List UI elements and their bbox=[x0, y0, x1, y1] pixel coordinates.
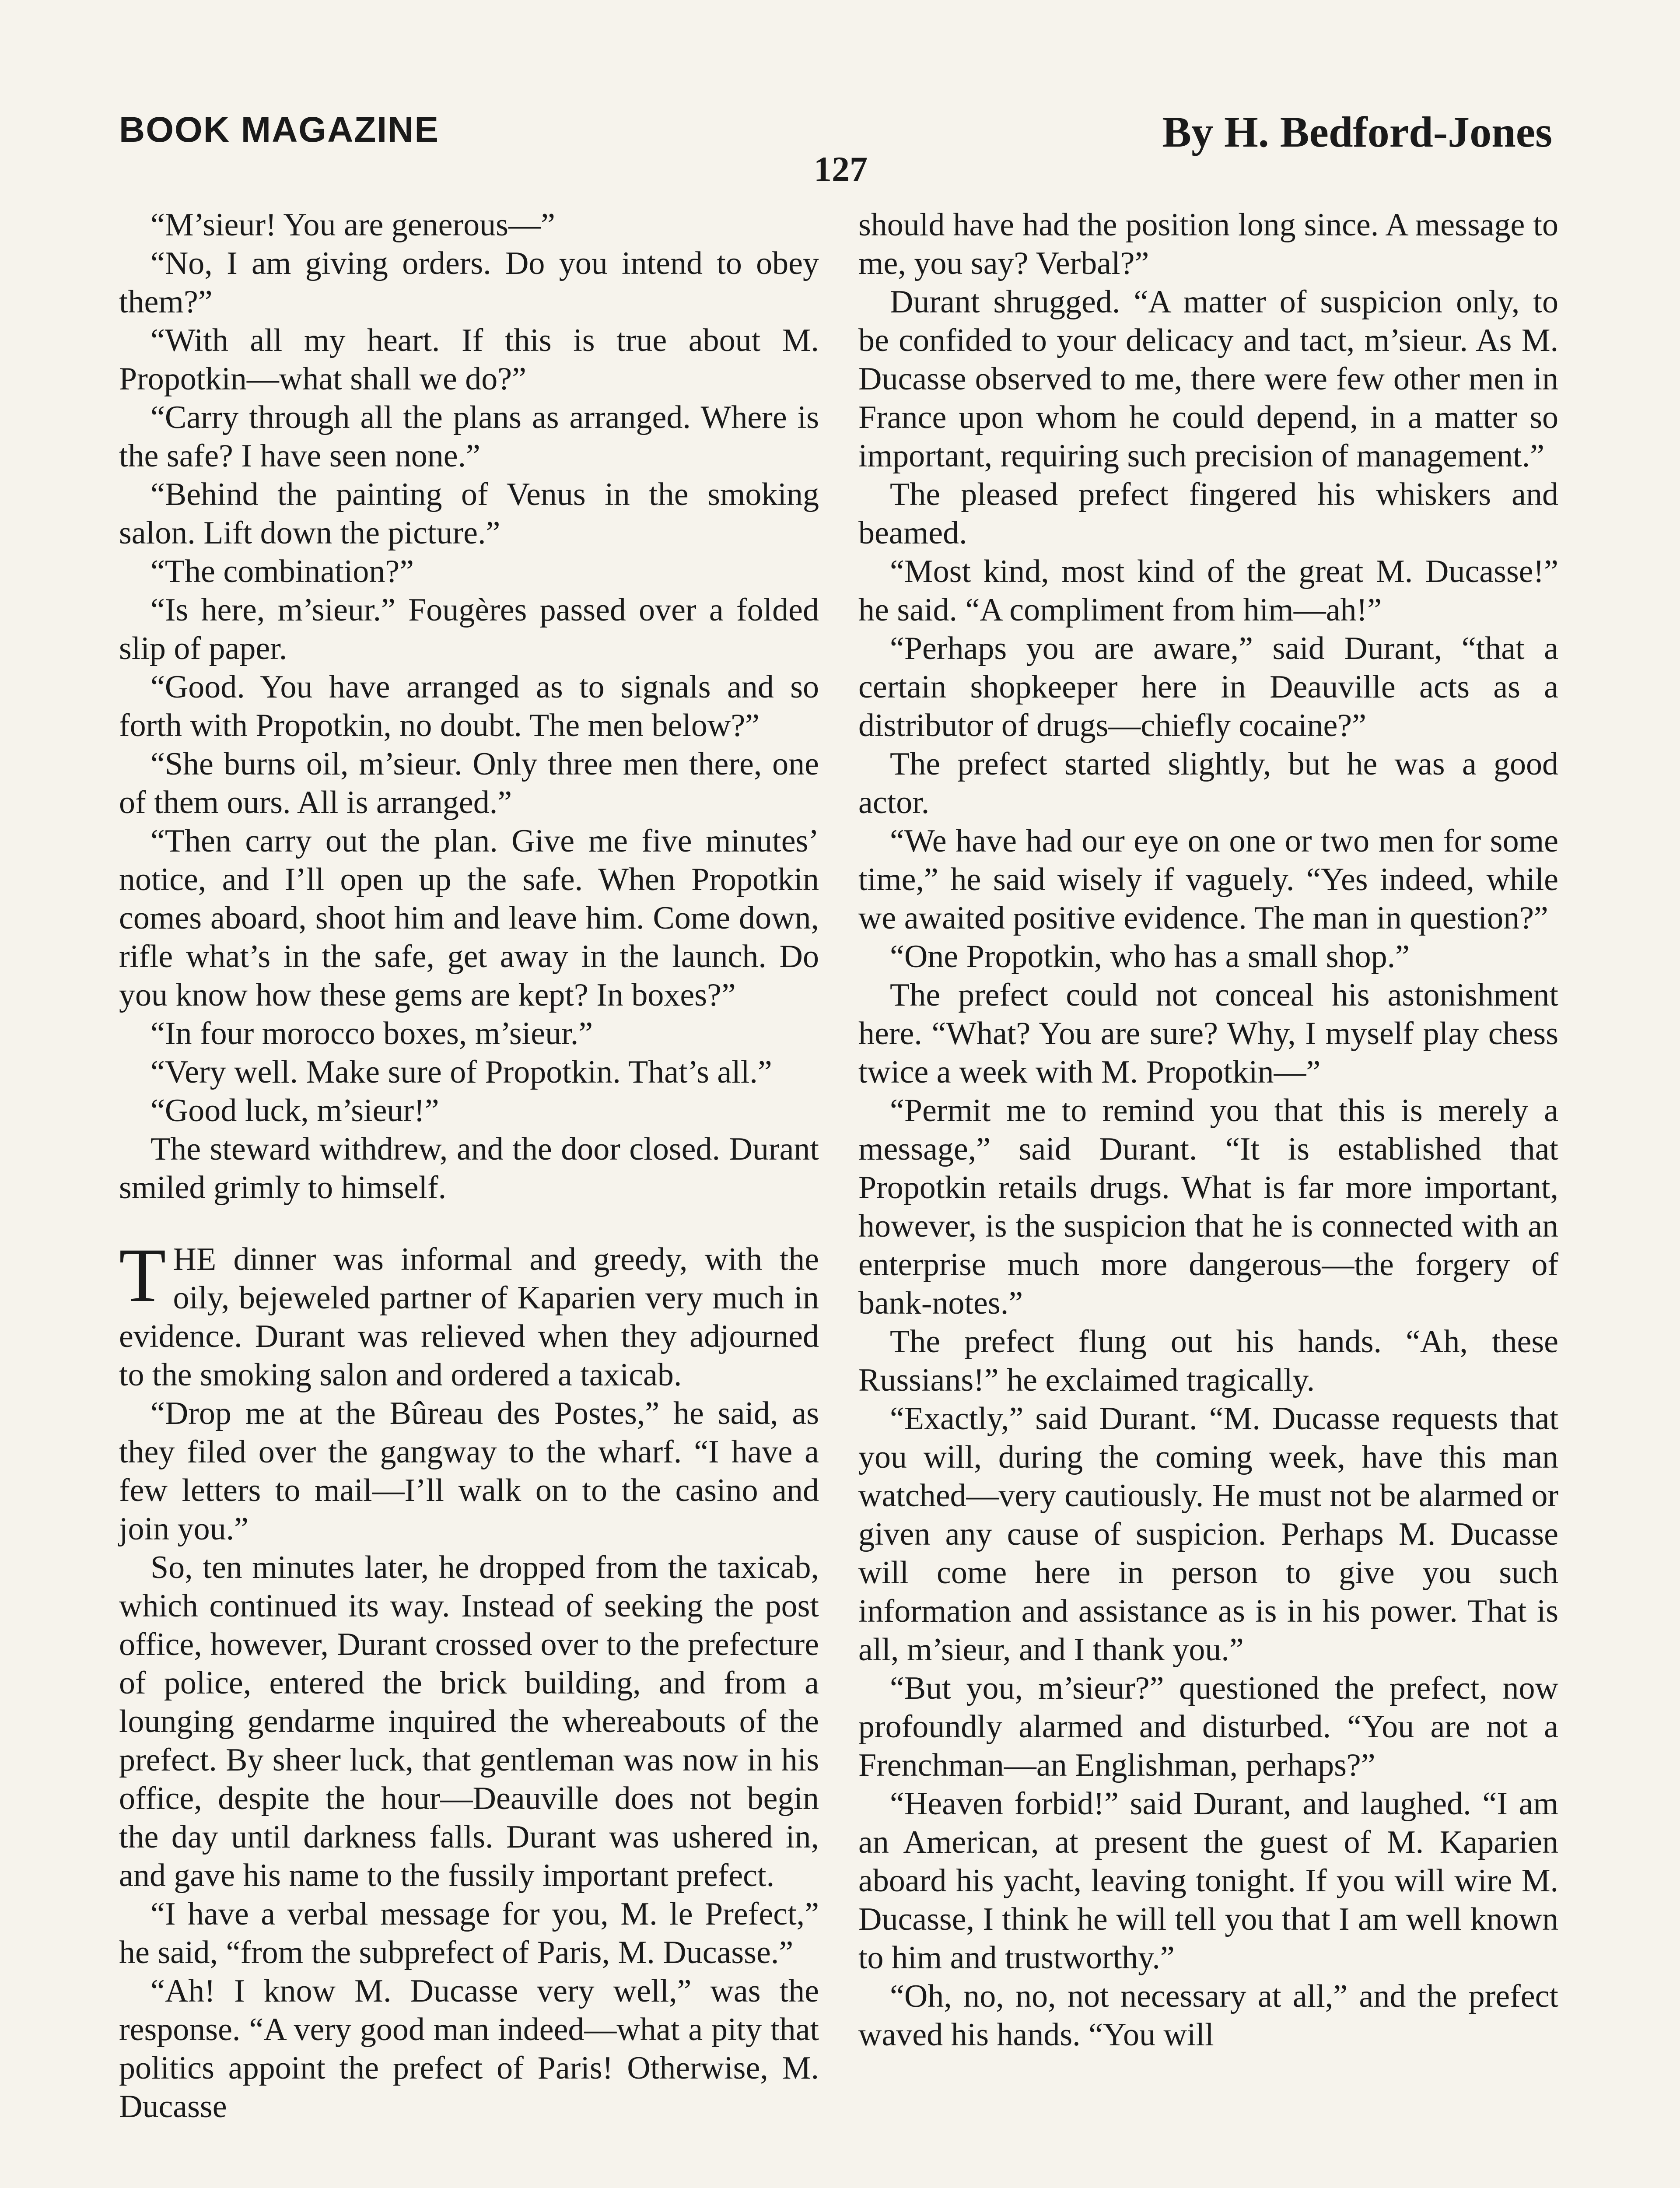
page-number: 127 bbox=[814, 149, 868, 189]
paragraph: “Drop me at the Bûreau des Postes,” he said, as they filed over the gangway to the wharf. “I have a few letters to mail—I’ll walk on to the casino and join you.” bbox=[119, 1396, 819, 1547]
paragraph: “M’sieur! You are generous—” bbox=[150, 207, 555, 243]
paragraph: “I have a verbal message for you, M. le Prefect,” he said, “from the subprefect of Paris, M. Ducasse.” bbox=[119, 1896, 819, 1971]
paragraph: The pleased prefect fingered his whiskers and beamed. bbox=[858, 477, 1558, 551]
magazine-title: BOOK MAGAZINE bbox=[119, 110, 440, 150]
paragraph: “Carry through all the plans as arranged. Where is the safe? I have seen none.” bbox=[119, 400, 819, 474]
paragraph: “She burns oil, m’sieur. Only three men there, one of them ours. All is arranged.” bbox=[119, 746, 819, 820]
paragraph: “Heaven forbid!” said Durant, and laughed. “I am an American, at present the guest of M. Kaparien aboard his yacht, leaving tonight. If you will wire M. Ducasse, I think he will tell you that I am well known to him and trustworthy.” bbox=[858, 1786, 1558, 1976]
paragraph: “The combination?” bbox=[150, 554, 414, 589]
left-column bbox=[119, 206, 819, 2126]
continued-paragraph: should have had the position long since. A message to me, you say? Verbal?” bbox=[858, 207, 1558, 281]
paragraph: The prefect started slightly, but he was a good actor. bbox=[858, 746, 1558, 820]
paragraph: So, ten minutes later, he dropped from the taxicab, which continued its way. Instead of seeking the post office, however, Durant crossed over to the prefecture of police, entered the brick building, and from a lounging gendarme inquired the whereabouts of the prefect. By sheer luck, that gentleman was now in his office, despite the hour—Deauville does not begin the day until darkness falls. Durant was ushered in, and gave his name to the fussily important prefect. bbox=[119, 1550, 819, 1893]
paragraph: “But you, m’sieur?” questioned the prefect, now profoundly alarmed and disturbed. “You are not a Frenchman—an Englishman, perhaps?” bbox=[858, 1670, 1558, 1783]
paragraph: “With all my heart. If this is true about M. Propotkin—what shall we do?” bbox=[119, 323, 819, 397]
paragraph: The prefect could not conceal his astonishment here. “What? You are sure? Why, I myself play chess twice a week with M. Propotkin—” bbox=[858, 977, 1558, 1090]
paragraph: “Oh, no, no, not necessary at all,” and the prefect waved his hands. “You will bbox=[858, 1978, 1558, 2053]
paragraph: The steward withdrew, and the door closed. Durant smiled grimly to himself. bbox=[119, 1131, 819, 1206]
author-byline: By H. Bedford-Jones bbox=[1162, 108, 1552, 156]
paragraph: “Exactly,” said Durant. “M. Ducasse requests that you will, during the coming week, have this man watched—very cautiously. He must not be alarmed or given any cause of suspicion. Perhaps M. Ducasse will come here in person to give you such information and assistance as is in his power. That is all, m’sieur, and I thank you.” bbox=[858, 1401, 1558, 1668]
paragraph: “Then carry out the plan. Give me five minutes’ notice, and I’ll open up the safe. When Propotkin comes aboard, shoot him and leave him. Come down, rifle what’s in the safe, get away in the launch. Do you know how these gems are kept? In boxes?” bbox=[119, 823, 819, 1013]
paragraph: Durant shrugged. “A matter of suspicion only, to be confided to your delicacy and tact, m’sieur. As M. Ducasse observed to me, there were few other men in France upon whom he could depend, in a matter so important, requiring such precision of management.” bbox=[858, 284, 1558, 474]
paragraph: “Is here, m’sieur.” Fougères passed over a folded slip of paper. bbox=[119, 592, 819, 666]
paragraph-text: HE dinner was informal and greedy, with the oily, bejeweled partner of Kaparien very much in evidence. Durant was relieved when they adjourned to the smoking salon and ordered a taxicab. bbox=[119, 1241, 819, 1393]
section-opening-paragraph bbox=[119, 1233, 819, 1394]
drop-cap: T bbox=[119, 1233, 166, 1318]
paragraph: “We have had our eye on one or two men for some time,” he said wisely if vaguely. “Yes indeed, while we awaited positive evidence. The man in question?” bbox=[858, 823, 1558, 936]
paragraph: “Most kind, most kind of the great M. Ducasse!” he said. “A compliment from him—ah!” bbox=[858, 554, 1558, 628]
paragraph: “Permit me to remind you that this is merely a message,” said Durant. “It is established that Propotkin retails drugs. What is far more important, however, is the suspicion that he is connected with an enterprise much more dangerous—the forgery of bank-notes.” bbox=[858, 1093, 1558, 1321]
paragraph: “Ah! I know M. Ducasse very well,” was the response. “A very good man indeed—what a pity that politics appoint the prefect of Paris! Otherwise, M. Ducasse bbox=[119, 1973, 819, 2125]
paragraph: “Good. You have arranged as to signals and so forth with Propotkin, no doubt. The men below?” bbox=[119, 669, 819, 743]
paragraph: “One Propotkin, who has a small shop.” bbox=[890, 939, 1410, 975]
paragraph: “In four morocco boxes, m’sieur.” bbox=[150, 1016, 593, 1052]
paragraph: The prefect flung out his hands. “Ah, these Russians!” he exclaimed tragically. bbox=[858, 1324, 1558, 1398]
paragraph: “No, I am giving orders. Do you intend to obey them?” bbox=[119, 245, 819, 320]
paragraph: “Behind the painting of Venus in the smoking salon. Lift down the picture.” bbox=[119, 477, 819, 551]
paragraph: “Good luck, m’sieur!” bbox=[150, 1093, 439, 1129]
section-break bbox=[119, 1207, 819, 1240]
paragraph: “Very well. Make sure of Propotkin. That’s all.” bbox=[150, 1054, 772, 1090]
paragraph: “Perhaps you are aware,” said Durant, “that a certain shopkeeper here in Deauville acts as a distributor of drugs—chiefly cocaine?” bbox=[858, 631, 1558, 743]
right-column bbox=[858, 206, 1558, 2054]
